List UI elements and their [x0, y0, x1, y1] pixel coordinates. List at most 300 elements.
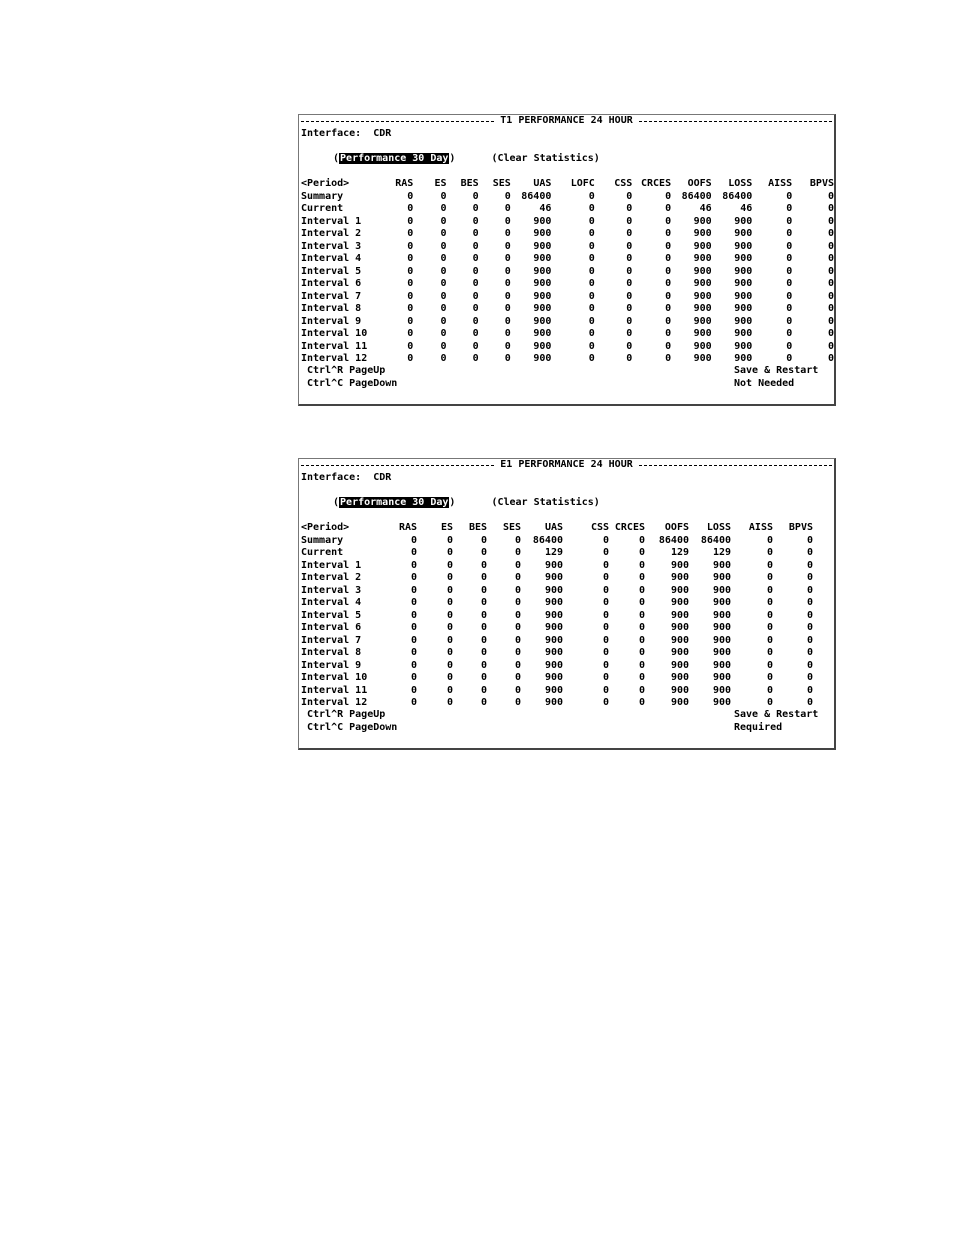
table-cell: 0 — [806, 697, 813, 708]
table-cell: 0 — [806, 609, 813, 621]
table-cell: 0 — [446, 697, 453, 708]
table-cell: 0 — [638, 684, 645, 696]
table-cell: 0 — [440, 328, 447, 339]
row-period-label: Interval 11 — [301, 340, 368, 352]
table-cell: 0 — [766, 609, 773, 621]
table-cell: 0 — [602, 609, 609, 621]
table-cell: 0 — [806, 559, 813, 571]
table-cell: 0 — [766, 547, 773, 558]
table-cell: 0 — [410, 534, 417, 546]
table-cell: 0 — [480, 622, 487, 633]
table-cell: 900 — [533, 240, 552, 252]
table-cell: 0 — [514, 597, 521, 608]
table-cell: 900 — [734, 315, 753, 327]
table-cell: 0 — [588, 290, 595, 302]
table-cell: 0 — [638, 547, 645, 558]
table-cell: 0 — [827, 353, 834, 364]
table-cell: 0 — [786, 353, 793, 364]
table-cell: 0 — [407, 228, 414, 239]
table-cell: 0 — [514, 697, 521, 708]
table-cell: 0 — [827, 240, 834, 252]
column-header-ras: RAS — [398, 522, 417, 533]
table-cell: 0 — [806, 684, 813, 696]
screen-title-bar — [301, 115, 832, 128]
save-restart-status: Required — [734, 722, 783, 733]
table-cell: 0 — [638, 559, 645, 571]
clear-statistics-button[interactable]: (Clear Statistics) — [491, 497, 600, 508]
interface-line — [301, 472, 391, 485]
table-cell: 0 — [480, 609, 487, 621]
table-cell: 0 — [588, 315, 595, 327]
table-row — [301, 203, 834, 216]
table-cell: 900 — [670, 659, 689, 671]
table-header-row — [301, 178, 834, 191]
table-cell: 900 — [712, 659, 731, 671]
table-cell: 0 — [626, 240, 633, 252]
row-period-label: Interval 4 — [301, 597, 362, 608]
table-cell: 0 — [410, 572, 417, 583]
table-cell: 900 — [712, 634, 731, 646]
column-header-bes: BES — [460, 178, 479, 189]
column-header-lofc: LOFC — [570, 178, 595, 189]
column-header-uas: UAS — [533, 178, 552, 189]
table-cell: 0 — [472, 190, 479, 202]
column-header-bpvs: BPVS — [788, 522, 813, 533]
table-header-row — [301, 522, 813, 535]
table-cell: 0 — [480, 659, 487, 671]
table-cell: 0 — [602, 559, 609, 571]
table-cell: 0 — [827, 303, 834, 314]
table-cell: 0 — [665, 328, 672, 339]
row-period-label: Interval 12 — [301, 697, 368, 708]
row-period-label: Current — [301, 547, 344, 558]
table-cell: 900 — [693, 228, 712, 239]
column-header-crces: CRCES — [640, 178, 672, 189]
table-cell: 900 — [712, 672, 731, 683]
row-period-label: Interval 1 — [301, 559, 362, 571]
table-row — [301, 685, 813, 698]
table-cell: 0 — [786, 215, 793, 227]
table-cell: 86400 — [681, 190, 712, 202]
table-row — [301, 597, 813, 610]
table-cell: 0 — [786, 253, 793, 264]
table-cell: 0 — [472, 315, 479, 327]
table-cell: 0 — [806, 597, 813, 608]
table-cell: 86400 — [722, 190, 753, 202]
table-cell: 0 — [440, 290, 447, 302]
table-cell: 0 — [786, 228, 793, 239]
table-cell: 0 — [504, 340, 511, 352]
table-cell: 900 — [670, 684, 689, 696]
row-period-label: Interval 6 — [301, 622, 362, 633]
table-cell: 86400 — [700, 534, 731, 546]
table-cell: 900 — [533, 265, 552, 277]
table-cell: 0 — [786, 315, 793, 327]
row-period-label: Interval 2 — [301, 572, 362, 583]
table-cell: 0 — [514, 534, 521, 546]
table-cell: 0 — [786, 278, 793, 289]
row-period-label: Interval 8 — [301, 647, 362, 658]
column-header-oofs: OOFS — [687, 178, 712, 189]
table-cell: 900 — [670, 559, 689, 571]
table-cell: 0 — [440, 190, 447, 202]
save-restart-label[interactable]: Save & Restart — [734, 365, 819, 376]
table-cell: 900 — [670, 672, 689, 683]
table-cell: 129 — [670, 547, 689, 558]
row-period-label: Interval 6 — [301, 278, 362, 289]
table-cell: 0 — [766, 572, 773, 583]
table-cell: 0 — [504, 203, 511, 214]
interface-label: Interface: — [301, 128, 362, 139]
row-period-label: Interval 8 — [301, 303, 362, 314]
interface-label: Interface: — [301, 472, 362, 483]
table-row — [301, 547, 813, 560]
table-cell: 0 — [446, 622, 453, 633]
table-row — [301, 278, 834, 291]
table-cell: 0 — [602, 622, 609, 633]
table-cell: 0 — [504, 278, 511, 289]
table-cell: 900 — [712, 609, 731, 621]
table-cell: 0 — [602, 534, 609, 546]
table-cell: 0 — [480, 672, 487, 683]
table-cell: 900 — [734, 265, 753, 277]
table-cell: 900 — [544, 697, 563, 708]
table-cell: 0 — [410, 622, 417, 633]
table-cell: 0 — [410, 634, 417, 646]
table-cell: 0 — [407, 278, 414, 289]
table-cell: 0 — [480, 584, 487, 596]
table-cell: 0 — [626, 228, 633, 239]
table-cell: 0 — [472, 240, 479, 252]
save-restart-label[interactable]: Save & Restart — [734, 709, 819, 720]
table-cell: 0 — [626, 190, 633, 202]
table-cell: 900 — [544, 559, 563, 571]
e1-performance-screen — [298, 458, 836, 750]
table-cell: 0 — [480, 572, 487, 583]
table-cell: 0 — [638, 534, 645, 546]
table-cell: 900 — [693, 353, 712, 364]
table-cell: 0 — [514, 547, 521, 558]
table-cell: 0 — [588, 190, 595, 202]
table-cell: 46 — [740, 203, 753, 214]
table-cell: 0 — [638, 597, 645, 608]
table-cell: 0 — [407, 203, 414, 214]
row-period-label: Interval 10 — [301, 328, 368, 339]
table-cell: 900 — [693, 215, 712, 227]
table-row — [301, 303, 834, 316]
table-row — [301, 572, 813, 585]
clear-statistics-button[interactable]: (Clear Statistics) — [491, 153, 600, 164]
table-cell: 0 — [638, 647, 645, 658]
table-cell: 0 — [806, 634, 813, 646]
table-row — [301, 241, 834, 254]
table-cell: 0 — [588, 228, 595, 239]
table-cell: 0 — [638, 697, 645, 708]
table-cell: 900 — [533, 315, 552, 327]
row-period-label: Interval 11 — [301, 684, 368, 696]
table-cell: 900 — [533, 253, 552, 264]
clear-statistics-label: Clear Statistics — [497, 153, 594, 164]
table-cell: 0 — [638, 609, 645, 621]
table-cell: 0 — [626, 315, 633, 327]
table-cell: 0 — [588, 340, 595, 352]
table-cell: 0 — [504, 315, 511, 327]
row-period-label: Current — [301, 203, 344, 214]
column-header-ses: SES — [492, 178, 511, 189]
title-divider — [301, 465, 494, 466]
table-cell: 0 — [446, 534, 453, 546]
table-cell: 0 — [504, 290, 511, 302]
table-row — [301, 585, 813, 598]
row-period-label: Interval 10 — [301, 672, 368, 683]
table-cell: 0 — [446, 647, 453, 658]
table-cell: 0 — [766, 622, 773, 633]
row-period-label: Interval 12 — [301, 353, 368, 364]
screen-title: T1 PERFORMANCE 24 HOUR — [500, 115, 633, 126]
row-period-label: Summary — [301, 190, 344, 202]
table-cell: 0 — [504, 253, 511, 264]
row-period-label: Interval 2 — [301, 228, 362, 239]
table-cell: 0 — [827, 278, 834, 289]
table-cell: 900 — [693, 303, 712, 314]
table-cell: 0 — [786, 190, 793, 202]
table-row — [301, 622, 813, 635]
table-cell: 0 — [665, 278, 672, 289]
table-cell: 0 — [806, 547, 813, 558]
table-cell: 900 — [712, 597, 731, 608]
table-cell: 900 — [712, 559, 731, 571]
table-cell: 0 — [407, 190, 414, 202]
table-cell: 0 — [446, 659, 453, 671]
table-cell: 0 — [514, 647, 521, 658]
table-cell: 900 — [533, 328, 552, 339]
table-cell: 129 — [544, 547, 563, 558]
table-cell: 900 — [533, 290, 552, 302]
performance-table — [301, 522, 813, 710]
table-cell: 0 — [588, 203, 595, 214]
table-row — [301, 328, 834, 341]
table-cell: 0 — [504, 215, 511, 227]
table-cell: 0 — [410, 672, 417, 683]
table-cell: 900 — [734, 328, 753, 339]
table-cell: 0 — [602, 659, 609, 671]
performance-30-day-button[interactable]: (Performance 30 Day) — [333, 153, 456, 164]
table-row — [301, 341, 834, 354]
table-cell: 900 — [734, 215, 753, 227]
table-cell: 0 — [588, 253, 595, 264]
table-cell: 0 — [766, 684, 773, 696]
column-header-oofs: OOFS — [664, 522, 689, 533]
pageup-hint: Ctrl^R PageUp — [307, 709, 386, 720]
table-cell: 0 — [440, 353, 447, 364]
table-cell: 900 — [693, 340, 712, 352]
table-cell: 0 — [446, 634, 453, 646]
table-cell: 900 — [712, 584, 731, 596]
row-period-label: Interval 4 — [301, 253, 362, 264]
table-cell: 0 — [410, 547, 417, 558]
table-cell: 129 — [712, 547, 731, 558]
table-cell: 900 — [734, 228, 753, 239]
pageup-hint: Ctrl^R PageUp — [307, 365, 386, 376]
title-divider — [301, 121, 494, 122]
table-cell: 0 — [602, 572, 609, 583]
table-cell: 0 — [806, 647, 813, 658]
table-cell: 0 — [410, 697, 417, 708]
column-header-bes: BES — [468, 522, 487, 533]
table-cell: 0 — [480, 534, 487, 546]
table-cell: 0 — [440, 215, 447, 227]
table-cell: 0 — [602, 684, 609, 696]
table-cell: 0 — [827, 265, 834, 277]
action-row — [333, 153, 600, 166]
table-cell: 0 — [766, 634, 773, 646]
table-cell: 0 — [638, 672, 645, 683]
table-cell: 900 — [544, 609, 563, 621]
table-cell: 0 — [827, 190, 834, 202]
pagedown-hint: Ctrl^C PageDown — [307, 722, 398, 733]
table-cell: 0 — [514, 609, 521, 621]
table-cell: 0 — [638, 572, 645, 583]
table-cell: 900 — [670, 609, 689, 621]
table-cell: 900 — [670, 597, 689, 608]
table-cell: 900 — [712, 622, 731, 633]
table-cell: 0 — [588, 265, 595, 277]
table-cell: 0 — [806, 622, 813, 633]
table-cell: 0 — [407, 240, 414, 252]
table-cell: 0 — [410, 647, 417, 658]
table-row — [301, 697, 813, 710]
table-cell: 0 — [602, 697, 609, 708]
table-cell: 0 — [786, 290, 793, 302]
table-cell: 0 — [602, 647, 609, 658]
table-cell: 900 — [544, 659, 563, 671]
performance-30-day-label: Performance 30 Day — [340, 153, 449, 164]
row-period-label: Interval 1 — [301, 215, 362, 227]
table-cell: 900 — [693, 253, 712, 264]
table-cell: 0 — [766, 597, 773, 608]
interface-line — [301, 128, 391, 141]
table-cell: 0 — [665, 303, 672, 314]
row-period-label: Interval 5 — [301, 265, 362, 277]
row-period-label: Interval 7 — [301, 290, 362, 302]
table-row — [301, 560, 813, 573]
table-cell: 0 — [786, 328, 793, 339]
table-cell: 900 — [533, 215, 552, 227]
column-header-loss: LOSS — [728, 178, 753, 189]
table-cell: 86400 — [521, 190, 552, 202]
performance-30-day-button[interactable]: (Performance 30 Day) — [333, 497, 456, 508]
table-cell: 0 — [827, 253, 834, 264]
table-cell: 0 — [472, 228, 479, 239]
table-cell: 0 — [504, 228, 511, 239]
column-header-uas: UAS — [544, 522, 563, 533]
table-cell: 0 — [480, 547, 487, 558]
action-row — [333, 497, 600, 510]
table-cell: 0 — [588, 278, 595, 289]
table-cell: 0 — [806, 672, 813, 683]
save-restart-status: Not Needed — [734, 378, 795, 389]
table-cell: 0 — [588, 240, 595, 252]
table-cell: 0 — [602, 547, 609, 558]
title-divider — [639, 121, 832, 122]
table-cell: 0 — [786, 265, 793, 277]
table-cell: 900 — [670, 584, 689, 596]
table-cell: 0 — [472, 253, 479, 264]
screen-title-bar — [301, 459, 832, 472]
row-period-label: Interval 9 — [301, 315, 362, 327]
column-header-period: <Period> — [301, 522, 350, 533]
table-cell: 0 — [786, 340, 793, 352]
column-header-ras: RAS — [395, 178, 414, 189]
table-cell: 900 — [712, 684, 731, 696]
table-cell: 0 — [827, 340, 834, 352]
table-cell: 0 — [504, 265, 511, 277]
table-cell: 0 — [806, 534, 813, 546]
table-cell: 0 — [472, 203, 479, 214]
table-cell: 900 — [544, 634, 563, 646]
table-cell: 0 — [588, 328, 595, 339]
table-cell: 0 — [514, 622, 521, 633]
table-cell: 0 — [626, 215, 633, 227]
table-cell: 900 — [544, 622, 563, 633]
table-cell: 0 — [766, 659, 773, 671]
table-row — [301, 535, 813, 548]
table-cell: 0 — [626, 203, 633, 214]
column-header-ses: SES — [502, 522, 521, 533]
table-cell: 0 — [407, 315, 414, 327]
table-cell: 0 — [588, 303, 595, 314]
table-cell: 900 — [533, 340, 552, 352]
table-cell: 0 — [440, 253, 447, 264]
table-cell: 0 — [440, 303, 447, 314]
table-cell: 0 — [407, 265, 414, 277]
table-cell: 0 — [472, 215, 479, 227]
table-cell: 0 — [514, 572, 521, 583]
table-row — [301, 291, 834, 304]
table-cell: 900 — [693, 265, 712, 277]
table-cell: 0 — [827, 215, 834, 227]
table-cell: 900 — [544, 597, 563, 608]
performance-table — [301, 178, 834, 366]
table-cell: 0 — [665, 228, 672, 239]
table-row — [301, 635, 813, 648]
table-cell: 0 — [410, 597, 417, 608]
performance-30-day-label: Performance 30 Day — [340, 497, 449, 508]
table-cell: 900 — [693, 278, 712, 289]
title-divider — [639, 465, 832, 466]
table-cell: 0 — [407, 290, 414, 302]
table-cell: 0 — [665, 203, 672, 214]
table-cell: 0 — [827, 328, 834, 339]
table-cell: 0 — [407, 353, 414, 364]
table-cell: 0 — [446, 597, 453, 608]
table-cell: 900 — [544, 684, 563, 696]
table-cell: 900 — [712, 697, 731, 708]
table-cell: 900 — [734, 253, 753, 264]
table-cell: 0 — [766, 534, 773, 546]
table-cell: 0 — [410, 559, 417, 571]
table-cell: 0 — [665, 353, 672, 364]
table-cell: 0 — [588, 215, 595, 227]
table-cell: 900 — [670, 634, 689, 646]
table-row — [301, 316, 834, 329]
table-cell: 0 — [472, 353, 479, 364]
table-cell: 0 — [446, 609, 453, 621]
table-cell: 0 — [480, 647, 487, 658]
table-cell: 0 — [588, 353, 595, 364]
table-row — [301, 266, 834, 279]
table-cell: 0 — [440, 203, 447, 214]
